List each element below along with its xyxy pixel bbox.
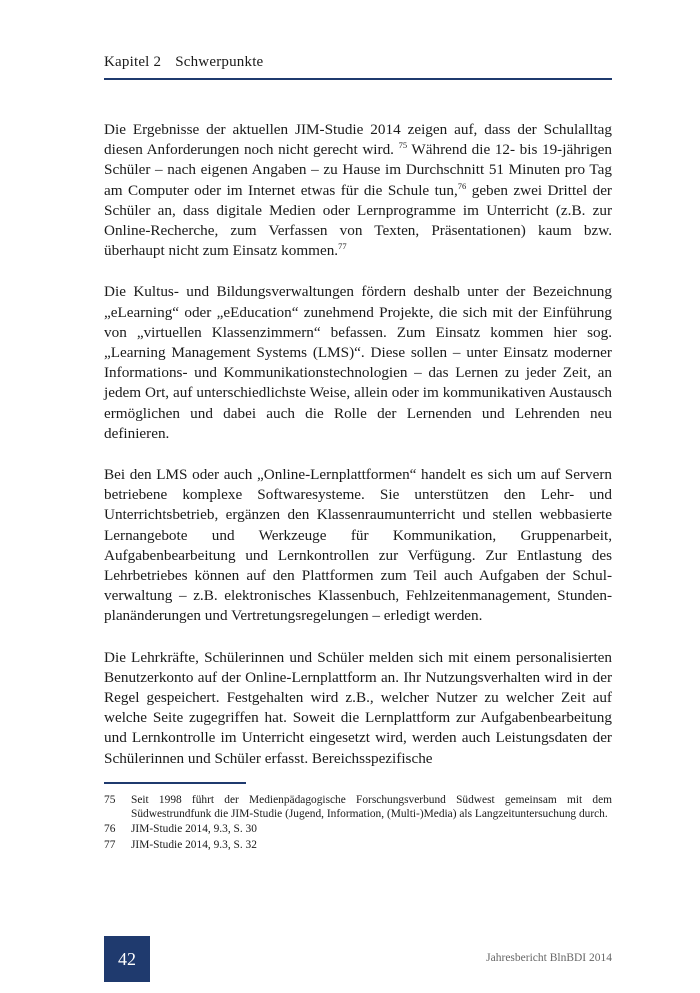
section-label: Schwerpunkte [175,54,264,70]
footnote-number: 77 [104,838,116,851]
footnote-text: JIM-Studie 2014, 9.3, S. 32 [131,838,257,851]
page-number-box [104,936,150,982]
paragraph [104,120,612,261]
paragraph-text: Während die 12- bis 19-jährigen Schüler – nach eigenen Angaben – zu Hause im Durchschnitt 51 Minuten pro Tag am Computer oder im Internet etwas für die Schule tun, [104,141,612,199]
footnote-ref: 76 [457,180,467,191]
footnote-rule [104,782,246,784]
footnote-text: Seit 1998 führt der Medienpädagogische Forschungsverbund Südwest gemeinsam mit dem Südwestrundfunk die JIM-Studie (Jugend, Information, (Multi-)Media) als Langzeituntersuchung durch. [131,794,612,821]
footnote-number: 76 [104,823,116,836]
paragraph [104,282,612,444]
paragraph-text: Die Ergebnisse der aktuellen JIM-Studie 2014 zeigen auf, dass der Schulalltag diesen Anforderungen noch nicht gerecht wird. [104,121,612,159]
header-rule [104,78,612,80]
page-number: 42 [118,948,136,969]
paragraph-text: Die Kultus- und Bildungsverwaltungen fördern deshalb unter der Bezeichnung „eLearning“ oder „eEducation“ zunehmend Projekte, die sich mit der Einführung von „virtuellen Klassenzimmern“ befassen. Zum Einsatz kommen hier sog. „Learning Management Systems (LMS)“. Diese sollen – unter Einsatz moderner Informations- und Kommunikationstechnologien – das Lernen zu jeder Zeit, an jedem Ort, auf unterschiedlichste Weise, allein oder im kommunikativen Austausch ermöglichen und dabei auch die Rolle der Lernenden und Lehrenden neu definieren. [104,283,612,442]
paragraph [104,465,612,627]
footnote-ref: 77 [338,241,347,252]
footnote [104,793,612,821]
footnote [104,822,612,836]
chapter-label: Kapitel 2 [104,54,162,70]
body-text [104,120,612,790]
footnote [104,838,612,852]
running-header [104,54,263,71]
paragraph-text: Bei den LMS oder auch „Online-Lernplattformen“ handelt es sich um auf Servern betriebene komplexe Softwaresysteme. Sie unterstützen den Lehr- und Unterrichtsbetrieb, ergänzen den Klassenraumunterricht und stellen webbasierte Lernangebote und Werkzeuge für Kommunikation, Gruppenarbeit, Aufgabenbearbeitung und Lernkontrollen zur Verfügung. Zur Entlastung des Lehrbetriebes können auf den Plattformen zum Teil auch Aufgaben der Schulverwaltung – z.B. elektronisches Klassenbuch, Fehlzeitenmanagement, Stundenplanänderungen und Vertretungsregelungen – erledigt werden. [104,466,612,625]
footnote-text: JIM-Studie 2014, 9.3, S. 30 [131,823,257,836]
footnotes [104,793,612,853]
footnote-ref: 75 [398,140,408,151]
footer-title: Jahresbericht BlnBDI 2014 [486,952,612,964]
paragraph [104,648,612,769]
paragraph-text: Die Lehrkräfte, Schülerinnen und Schüler melden sich mit einem personalisierten Benutzerkonto auf der Online-Lernplattform an. Ihr Nutzungsverhalten wird in der Regel gespeichert. Festgehalten wird z.B., welcher Nutzer zu welcher Zeit auf welche Seite zugegriffen hat. Soweit die Lernplattform zur Aufgabenbearbeitung und Lernkontrolle im Unterricht eingesetzt wird, werden auch Leistungsdaten der Schülerinnen und Schüler erfasst. Bereichsspezifische [104,648,612,767]
footnote-number: 75 [104,794,116,806]
paragraph-text: geben zwei Drittel der Schüler an, dass digitale Medien oder Lernprogramme im Unterricht (z.B. zur Online-Recherche, zum Verfassen von Texten, Präsentationen) kaum bzw. überhaupt nicht zum Einsatz kommen. [104,181,612,260]
